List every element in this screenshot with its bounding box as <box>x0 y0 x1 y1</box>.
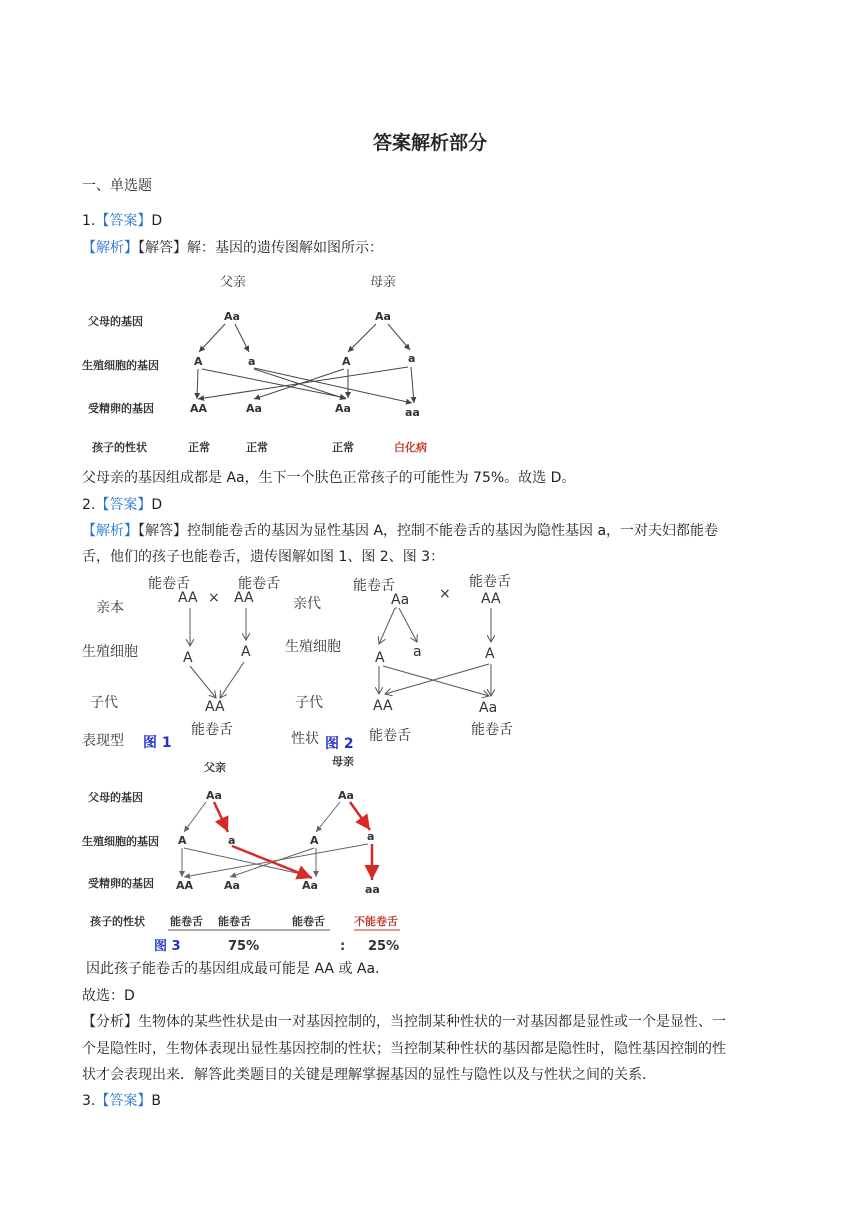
fig3-zygote-3: Aa <box>302 879 318 892</box>
q1-mother-gene: Aa <box>375 310 391 323</box>
q2-answer: D <box>151 497 163 513</box>
fig1-top-left: 能卷舌 <box>148 576 190 592</box>
q1-row-gamete: 生殖细胞的基因 <box>82 359 159 372</box>
fig2-gamete-2: a <box>413 644 422 660</box>
fig3-mother-gene: Aa <box>338 789 354 802</box>
fig2-parent-left: Aa <box>391 592 410 608</box>
q3-answer-line <box>82 1093 161 1109</box>
fig1-arrows <box>190 608 246 698</box>
fig3-row-parent: 父母的基因 <box>88 791 143 804</box>
fig2-child-2: Aa <box>479 700 498 716</box>
fig3-zygote-1: AA <box>176 879 194 892</box>
q1-analysis-tag: 【解析】 <box>82 240 138 256</box>
q2-analysis-text1: 生物体的某些性状是由一对基因控制的，当控制某种性状的一对基因都是显性或一个是显性、一 <box>138 1014 726 1030</box>
fig3-trait-1: 能卷舌 <box>170 915 203 928</box>
q1-father-gene: Aa <box>224 310 240 323</box>
q1-zygote-4: aa <box>405 406 420 419</box>
fig2-trait-1: 能卷舌 <box>369 728 411 744</box>
fig3-zygote-4: aa <box>365 883 380 896</box>
q1-trait-2: 正常 <box>246 441 268 454</box>
q1-gamete-4: a <box>408 352 416 365</box>
fig1-parent-left: AA <box>178 590 198 606</box>
q2-choose: 故选：D <box>82 988 135 1004</box>
q1-mother-label: 母亲 <box>370 275 397 290</box>
fig1-row-gamete: 生殖细胞 <box>82 644 138 660</box>
q1-conclusion: 父母亲的基因组成都是 Aa，生下一个肤色正常孩子的可能性为 75%。故选 D。 <box>82 470 576 486</box>
q1-arrows <box>197 324 414 403</box>
q1-gamete-3: A <box>342 355 351 368</box>
q1-row-trait: 孩子的性状 <box>92 441 147 454</box>
fig2-child-1: AA <box>373 698 393 714</box>
fig3-arrows <box>182 802 368 877</box>
q1-row-zygote: 受精卵的基因 <box>88 402 154 415</box>
q2-analysis-tag: 【解析】 <box>82 523 138 539</box>
fig1-top-right: 能卷舌 <box>238 576 280 592</box>
q2-solution-line1 <box>82 523 718 539</box>
fig1-diagram <box>78 570 288 752</box>
fig3-father-gene: Aa <box>206 789 222 802</box>
fig2-cross: × <box>439 586 451 602</box>
fig3-zygote-2: Aa <box>224 879 240 892</box>
q1-trait-4: 白化病 <box>394 441 427 454</box>
fig3-gamete-1: A <box>178 834 187 847</box>
q3-answer: B <box>151 1093 161 1109</box>
q2-conclusion: 因此孩子能卷舌的基因组成最可能是 AA 或 Aa. <box>86 961 380 977</box>
q1-zygote-3: Aa <box>335 402 351 415</box>
fig3-trait-3: 能卷舌 <box>292 915 325 928</box>
fig3-trait-4: 不能卷舌 <box>354 915 398 928</box>
q2-text-2: 舌，他们的孩子也能卷舌，遗传图解如图 1、图 2、图 3： <box>82 549 445 565</box>
q2-number: 2. <box>82 497 96 513</box>
section-title: 一、单选题 <box>82 178 152 194</box>
fig3-gamete-3: A <box>310 834 319 847</box>
fig3-ratio-sep: : <box>340 939 346 954</box>
fig3-mother-label: 母亲 <box>332 756 354 768</box>
q1-trait-1: 正常 <box>188 441 210 454</box>
fig3-gamete-4: a <box>367 830 375 843</box>
q1-gamete-1: A <box>194 355 203 368</box>
page-title: 答案解析部分 <box>372 132 487 154</box>
fig3-ratio-left: 75% <box>228 939 260 954</box>
fig2-arrows <box>379 608 491 696</box>
q1-row-parent: 父母的基因 <box>88 315 143 328</box>
fig1-cross: × <box>208 590 220 606</box>
q2-solve-tag: 【解答】 <box>138 523 187 539</box>
fig2-top-left: 能卷舌 <box>353 578 395 594</box>
fig2-row-gamete: 生殖细胞 <box>285 639 341 655</box>
fig1-gamete-right: A <box>241 644 251 660</box>
q2-analysis-label: 【分析】 <box>82 1014 138 1030</box>
q1-solve-tag: 【解答】 <box>138 240 187 256</box>
fig1-row-child: 子代 <box>90 695 118 711</box>
q1-answer-line <box>82 213 162 229</box>
q2-analysis-line2: 个是隐性时，生物体表现出显性基因控制的性状；当控制某种性状的基因都是隐性时，隐性基因控制的性 <box>82 1041 726 1057</box>
q1-gamete-2: a <box>248 355 256 368</box>
fig1-row-parent: 亲本 <box>96 600 124 616</box>
q1-answer: D <box>151 213 163 229</box>
fig2-row-child: 子代 <box>295 695 323 711</box>
q1-answer-tag: 【答案】 <box>95 213 152 229</box>
fig3-caption: 图 3 <box>154 939 181 954</box>
fig3-row-gamete: 生殖细胞的基因 <box>82 835 159 848</box>
fig1-parent-right: AA <box>234 590 254 606</box>
fig3-red-arrows <box>214 802 375 880</box>
q1-number: 1. <box>82 213 96 229</box>
fig3-ratio-right: 25% <box>368 939 400 954</box>
fig2-trait-2: 能卷舌 <box>471 722 513 738</box>
fig2-gamete-1: A <box>375 650 385 666</box>
q1-zygote-2: Aa <box>246 402 262 415</box>
q1-intro: 解：基因的遗传图解如图所示： <box>187 240 383 256</box>
q2-analysis-line3: 状才会表现出来．解答此类题目的关键是理解掌握基因的显性与隐性以及与性状之间的关系． <box>82 1067 656 1083</box>
fig3-row-zygote: 受精卵的基因 <box>88 877 154 890</box>
q1-zygote-1: AA <box>190 402 208 415</box>
fig2-row-parent: 亲代 <box>293 596 321 612</box>
fig3-diagram <box>78 756 418 958</box>
fig1-gamete-left: A <box>183 650 193 666</box>
fig2-row-trait: 性状 <box>291 731 319 747</box>
q3-number: 3. <box>82 1093 96 1109</box>
fig2-diagram <box>283 570 533 752</box>
fig1-caption: 图 1 <box>143 735 172 751</box>
fig2-parent-right: AA <box>481 591 501 607</box>
fig2-gamete-3: A <box>485 646 495 662</box>
q2-answer-tag: 【答案】 <box>95 497 152 513</box>
q1-trait-3: 正常 <box>332 441 354 454</box>
fig3-father-label: 父亲 <box>204 761 226 774</box>
q2-answer-line <box>82 497 162 513</box>
fig1-row-pheno: 表现型 <box>82 733 124 749</box>
q1-solution-line <box>82 240 383 256</box>
fig1-child: AA <box>205 699 225 715</box>
q2-text-1: 控制能卷舌的基因为显性基因 A，控制不能卷舌的基因为隐性基因 a，一对夫妇都能卷 <box>187 523 719 539</box>
q1-genetic-diagram <box>78 268 458 460</box>
fig3-trait-2: 能卷舌 <box>218 915 251 928</box>
q1-father-label: 父亲 <box>220 275 247 290</box>
fig2-caption: 图 2 <box>325 736 354 752</box>
q3-answer-tag: 【答案】 <box>95 1093 152 1109</box>
fig2-top-right: 能卷舌 <box>469 574 511 590</box>
fig3-gamete-2: a <box>228 834 236 847</box>
fig3-row-trait: 孩子的性状 <box>90 915 145 928</box>
fig1-child-trait: 能卷舌 <box>191 722 233 738</box>
q2-analysis-line1 <box>82 1014 726 1030</box>
